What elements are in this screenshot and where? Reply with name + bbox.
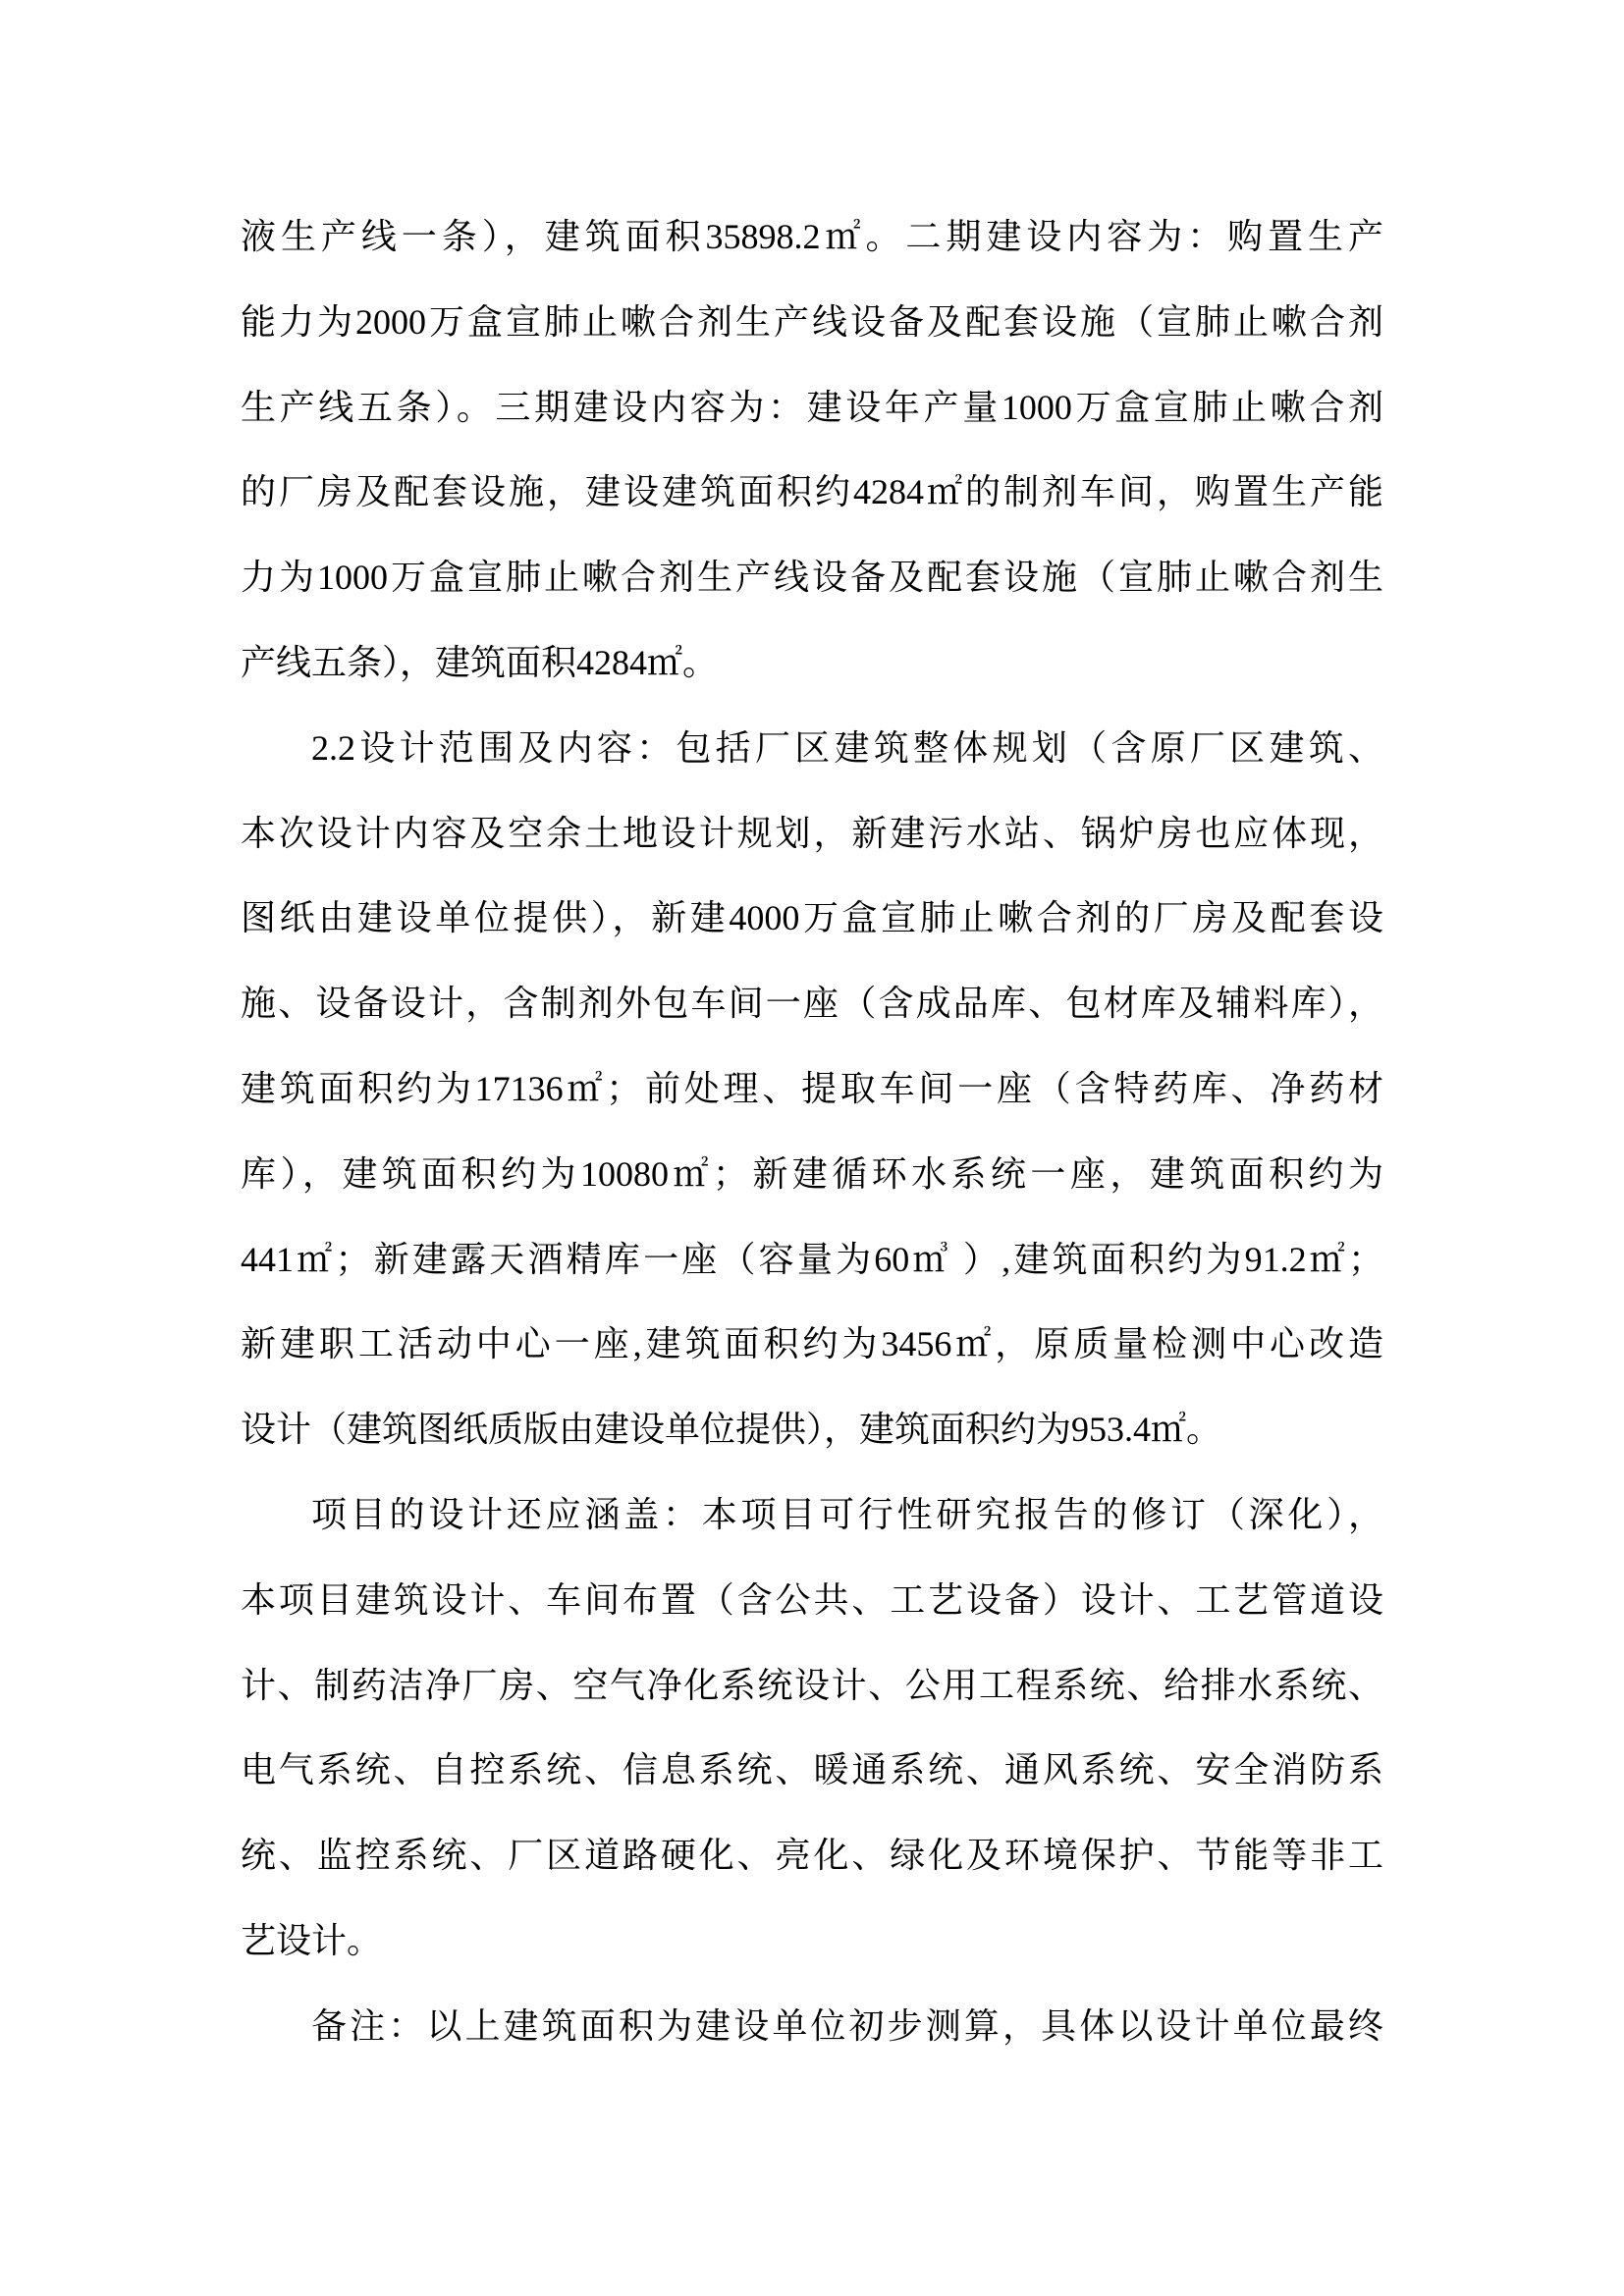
- text-line: 液生产线一条），建筑面积35898.2㎡。二期建设内容为：购置生产: [241, 217, 1383, 256]
- text-line: 电气系统、自控系统、信息系统、暖通系统、通风系统、安全消防系: [241, 1750, 1383, 1790]
- text-line: 建筑面积约为17136㎡；前处理、提取车间一座（含特药库、净药材: [241, 1068, 1383, 1108]
- text-line: 本项目建筑设计、车间布置（含公共、工艺设备）设计、工艺管道设: [241, 1579, 1383, 1620]
- text-line: 力为1000万盒宣肺止嗽合剂生产线设备及配套设施（宣肺止嗽合剂生: [241, 558, 1383, 598]
- text-line: 的厂房及配套设施，建设建筑面积约4284㎡的制剂车间，购置生产能: [241, 472, 1383, 512]
- text-line: 施、设备设计，含制剂外包车间一座（含成品库、包材库及辅料库），: [241, 984, 1383, 1024]
- text-line: 备注：以上建筑面积为建设单位初步测算，具体以设计单位最终: [311, 2005, 1383, 2046]
- text-line: 库），建筑面积约为10080㎡；新建循环水系统一座，建筑面积约为: [241, 1153, 1383, 1194]
- text-line: 统、监控系统、厂区道路硬化、亮化、绿化及环境保护、节能等非工: [241, 1836, 1383, 1876]
- text-line: 生产线五条）。三期建设内容为：建设年产量1000万盒宣肺止嗽合剂: [241, 387, 1383, 427]
- text-line: 产线五条），建筑面积4284㎡。: [241, 642, 719, 682]
- text-line: 图纸由建设单位提供），新建4000万盒宣肺止嗽合剂的厂房及配套设: [241, 898, 1383, 938]
- text-line: 能力为2000万盒宣肺止嗽合剂生产线设备及配套设施（宣肺止嗽合剂: [241, 301, 1383, 342]
- document-body: [241, 194, 1383, 2069]
- text-line: 441㎡；新建露天酒精库一座（容量为60㎥ ）,建筑面积约为91.2㎡；: [241, 1239, 1383, 1279]
- text-line: 2.2设计范围及内容：包括厂区建筑整体规划（含原厂区建筑、: [311, 727, 1383, 768]
- text-line: 设计（建筑图纸质版由建设单位提供），建筑面积约为953.4㎡。: [241, 1410, 1222, 1450]
- text-line: 计、制药洁净厂房、空气净化系统设计、公用工程系统、给排水系统、: [241, 1665, 1383, 1705]
- text-line: 项目的设计还应涵盖：本项目可行性研究报告的修订（深化），: [311, 1494, 1383, 1534]
- text-line: 新建职工活动中心一座,建筑面积约为3456㎡，原质量检测中心改造: [241, 1324, 1383, 1364]
- text-line: 本次设计内容及空余土地设计规划，新建污水站、锅炉房也应体现，: [241, 813, 1383, 853]
- text-line: 艺设计。: [241, 1920, 383, 1960]
